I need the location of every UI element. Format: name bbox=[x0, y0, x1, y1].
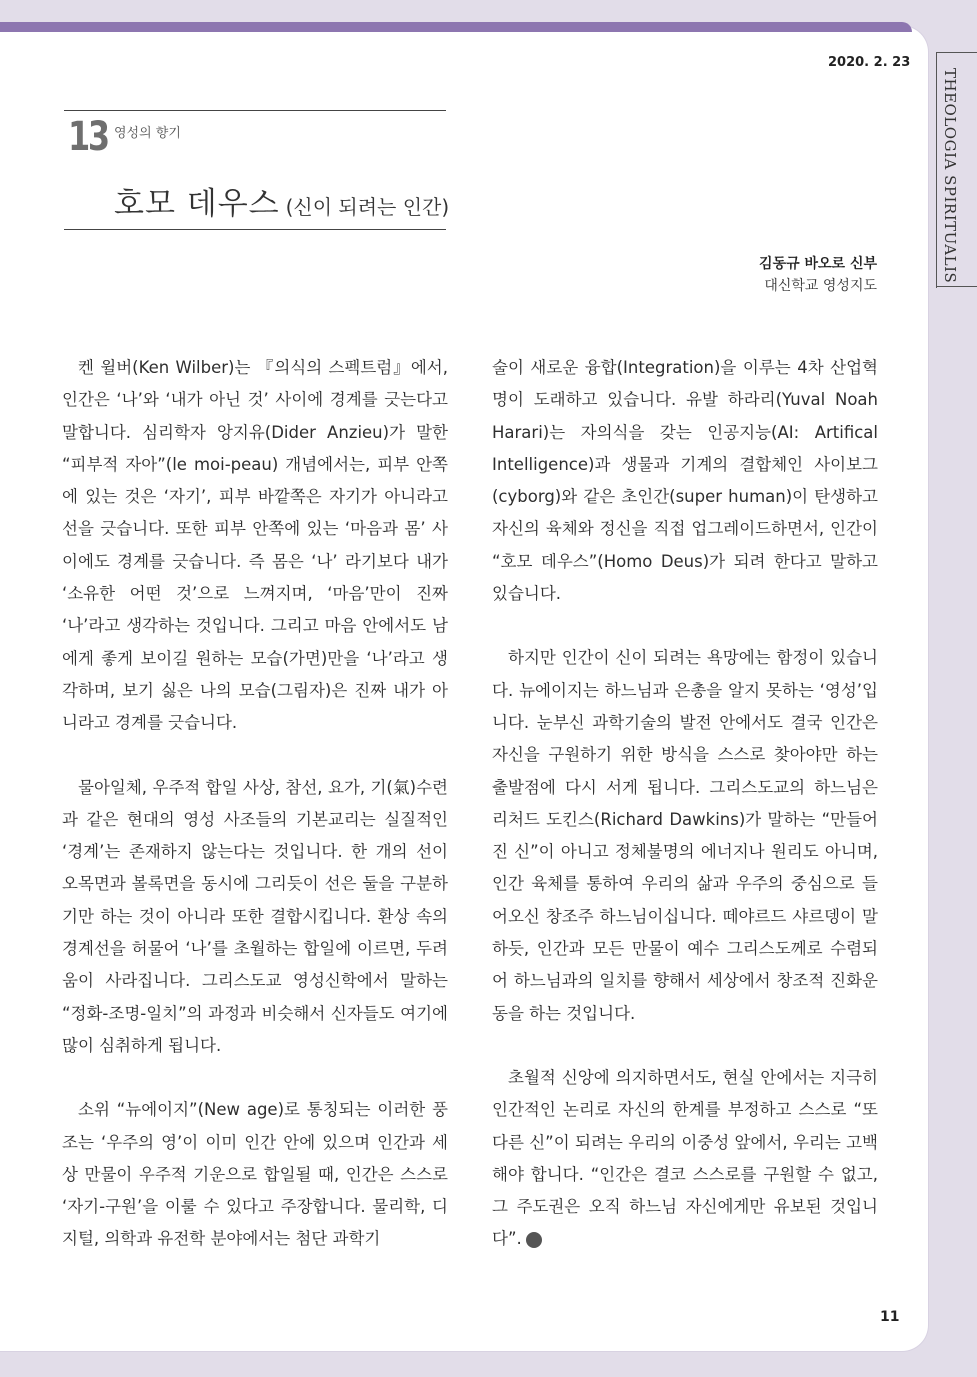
side-strip bbox=[936, 52, 977, 288]
page-number: 11 bbox=[880, 1309, 900, 1325]
side-strip-top-rule bbox=[937, 52, 977, 53]
left-column bbox=[62, 352, 448, 1288]
section-title: 영성의 향기 bbox=[114, 126, 181, 141]
paragraph: 켄 윌버(Ken Wilber)는 『의식의 스펙트럼』에서, 인간은 ‘나’와 ‘내가 아닌 것’ 사이에 경계를 긋는다고 말합니다. 심리학자 앙지유(Dider Anzieu)가 말한 “피부적 자아”(le moi-peau) 개념에서는, 피부 안쪽에 있는 것은 ‘자기’, 피부 바깥쪽은 자기가 아니라고 선을 긋습니다. 또한 피부 안쪽에 있는 ‘마음과 몸’ 사이에도 경계를 긋습니다. 즉 몸은 ‘나’ 라기보다 내가 ‘소유한 어떤 것’으로 느껴지며, ‘마음’만이 진짜 ‘나’라고 생각하는 것입니다. 그리고 마음 안에서도 남에게 좋게 보이길 원하는 모습(가면)만을 ‘나’라고 생각하며, 보기 싫은 나의 모습(그림자)은 진짜 내가 아니라고 경계를 긋습니다. bbox=[62, 358, 448, 733]
paragraph-text: 초월적 신앙에 의지하면서도, 현실 안에서는 지극히 인간적인 논리로 자신의 한계를 부정하고 스스로 “또 다른 신”이 되려는 우리의 이중성 앞에서, 우리는 고백해야 합니다. “인간은 결코 스스로를 구원할 수 없고, 그 주도권은 오직 하느님 자신에게만 유보된 것입니다”. bbox=[492, 1067, 878, 1249]
author-name: 김동규 바오로 신부 bbox=[759, 256, 877, 272]
author-role: 대신학교 영성지도 bbox=[764, 278, 877, 294]
journal-side-label: THEOLOGIA SPIRITUALIS bbox=[941, 68, 959, 284]
page-top-accent bbox=[0, 22, 912, 32]
article-title-main: 호모 데우스 bbox=[114, 186, 280, 222]
header-top-rule bbox=[64, 110, 446, 111]
paragraph: 하지만 인간이 신이 되려는 욕망에는 함정이 있습니다. 뉴에이지는 하느님과 은총을 알지 못하는 ‘영성’입니다. 눈부신 과학기술의 발전 안에서도 결국 인간은 자신을 구원하기 위한 방식을 스스로 찾아야만 하는 출발점에 다시 서게 됩니다. 그리스도교의 하느님은 리처드 도킨스(Richard Dawkins)가 말하는 “만들어진 신”이 아니고 정체불명의 에너지나 원리도 아니며, 인간 육체를 통하여 우리의 삶과 우주의 중심으로 들어오신 창조주 하느님이십니다. 떼야르드 샤르뎅이 말하듯, 인간과 모든 만물이 예수 그리스도께로 수렴되어 하느님과의 일치를 향해서 세상에서 창조적 진화운동을 하는 것입니다. bbox=[492, 648, 878, 1023]
paragraph: 물아일체, 우주적 합일 사상, 참선, 요가, 기(氣)수련과 같은 현대의 영성 사조들의 기본교리는 실질적인 ‘경계’는 존재하지 않는다는 것입니다. 한 개의 선이 오목면과 볼록면을 동시에 그리듯이 선은 둘을 구분하기만 하는 것이 아니라 또한 결합시킵니다. 환상 속의 경계선을 허물어 ‘나’를 초월하는 합일에 이르면, 두려움이 사라집니다. 그리스도교 영성신학에서 말하는 “정화-조명-일치”의 과정과 비슷해서 신자들도 여기에 많이 심취하게 됩니다. bbox=[62, 777, 448, 1055]
issue-number: 13 bbox=[68, 114, 108, 160]
header-bottom-rule bbox=[64, 229, 446, 230]
article-title-sub: (신이 되려는 인간) bbox=[285, 195, 450, 219]
right-column bbox=[492, 352, 878, 1288]
paragraph: 소위 “뉴에이지”(New age)로 통칭되는 이러한 풍조는 ‘우주의 영’이 이미 인간 안에 있으며 인간과 세상 만물이 우주적 기운으로 합일될 때, 인간은 스스로 ‘자기-구원’을 이룰 수 있다고 주장합니다. 물리학, 디지털, 의학과 유전학 분야에서는 첨단 과학기 bbox=[62, 1100, 448, 1249]
author-block bbox=[759, 253, 877, 297]
end-mark-icon: ✠ bbox=[526, 1232, 542, 1248]
issue-date: 2020. 2. 23 bbox=[828, 55, 911, 70]
paragraph bbox=[492, 1062, 878, 1256]
article-title bbox=[114, 178, 449, 223]
side-strip-bottom-rule bbox=[937, 286, 977, 287]
paragraph: 술이 새로운 융합(Integration)을 이루는 4차 산업혁명이 도래하고 있습니다. 유발 하라리(Yuval Noah Harari)는 자의식을 갖는 인공지능(AI: Artifical Intelligence)과 생물과 기계의 결합체인 사이보그(cyborg)와 같은 초인간(super human)이 탄생하고 자신의 육체와 정신을 직접 업그레이드하면서, 인간이 “호모 데우스”(Homo Deus)가 되려 한다고 말하고 있습니다. bbox=[492, 358, 878, 604]
